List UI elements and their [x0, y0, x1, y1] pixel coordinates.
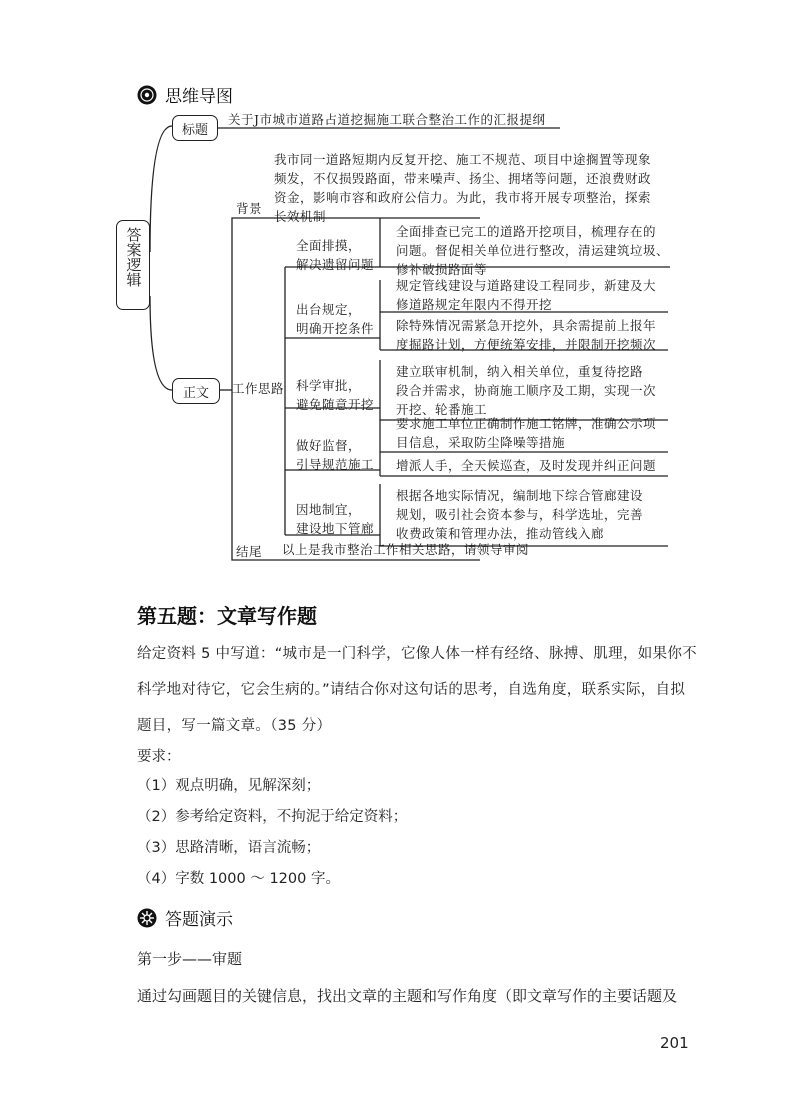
- item-detail-5a: 根据各地实际情况，编制地下综合管廊建设 规划，吸引社会资本参与，科学选址，完善 收费政策和管理办法，推动管线入廊: [396, 488, 644, 541]
- mindmap-root: [116, 220, 150, 310]
- item-detail-1a: 全面排查已完工的道路开挖项目，梳理存在的 问题。督促相关单位进行整改，清运建筑垃圾、 修补破损路面等: [396, 224, 670, 277]
- item-name-5: 因地制宜， 建设地下管廊: [296, 502, 375, 536]
- requirement-1: （1）观点明确，见解深刻；: [137, 778, 321, 794]
- requirements-label: 要求：: [137, 749, 181, 765]
- item-detail-2a: 规定管线建设与道路建设工程同步，新建及大 修道路规定年限内不得开挖: [396, 278, 657, 312]
- item-detail-2b: 除特殊情况需紧急开挖外，具余需提前上报年 度掘路计划，方便统筹安排，并限制开挖频次: [396, 318, 657, 352]
- gear-badge-icon: [137, 908, 157, 928]
- item-detail-4b: 增派人手，全天候巡查，及时发现并纠正问题: [396, 458, 657, 473]
- item-detail-4a: 要求施工单位正确制作施工铭牌，准确公示项 目信息，采取防尘降噪等措施: [396, 416, 657, 450]
- item-name-2: 出台规定， 明确开挖条件: [296, 302, 375, 336]
- item-name-4: 做好监督， 引导规范施工: [296, 438, 375, 472]
- question-heading: 第五题：文章写作题: [137, 604, 317, 628]
- background-line: 资金，影响市容和政府公信力。为此，我市将开展专项整治，探索: [274, 190, 652, 205]
- mindmap-background-text: [274, 150, 694, 226]
- mindmap-root-text: 答案逻辑: [124, 227, 143, 287]
- mindmap-background-label: 背景: [236, 201, 263, 216]
- demo-heading: [137, 905, 233, 930]
- mindmap-ending-text: 以上是我市整治工作相关思路，请领导审阅: [282, 542, 530, 557]
- mindmap-title-text: 关于J市城市道路占道挖掘施工联合整治工作的汇报提纲: [228, 112, 546, 127]
- page-number: 201: [660, 1034, 689, 1052]
- demo-step-text: 通过勾画题目的关键信息，找出文章的主题和写作角度（即文章写作的主要话题及: [137, 987, 678, 1005]
- background-line: 长效机制: [274, 209, 327, 224]
- mindmap-thinking-label: 工作思路: [232, 381, 285, 396]
- requirement-3: （3）思路清晰，语言流畅；: [137, 840, 321, 856]
- requirement-4: （4）字数 1000 ～ 1200 字。: [137, 871, 340, 887]
- mindmap-body-label: 正文: [172, 378, 220, 404]
- item-name-1: 全面排摸， 解决遗留问题: [296, 238, 375, 272]
- mindmap-heading-text: 思维导图: [165, 87, 233, 107]
- background-line: 频发，不仅损毁路面，带来噪声、扬尘、拥堵等问题，还浪费财政: [274, 171, 652, 186]
- question-prompt: 给定资料 5 中写道：“城市是一门科学，它像人体一样有经络、脉搏、肌理，如果你不科学地对待它，它会生病的。”请结合你对这句话的思考，自选角度，联系实际，自拟题目，写一篇文章。（35 分）: [137, 646, 697, 734]
- mindmap-title-label: 标题: [172, 115, 218, 141]
- demo-heading-text: 答题演示: [165, 910, 233, 930]
- requirement-2: （2）参考给定资料，不拘泥于给定资料；: [137, 809, 408, 825]
- demo-step-title: 第一步——审题: [137, 950, 243, 968]
- item-detail-3a: 建立联审机制，纳入相关单位，重复待挖路 段合并需求，协商施工顺序及工期，实现一次 开挖、轮番施工: [396, 364, 657, 417]
- item-name-3: 科学审批， 避免随意开挖: [296, 378, 375, 412]
- mindmap-ending-label: 结尾: [236, 544, 263, 559]
- background-line: 我市同一道路短期内反复开挖、施工不规范、项目中途搁置等现象: [274, 152, 652, 167]
